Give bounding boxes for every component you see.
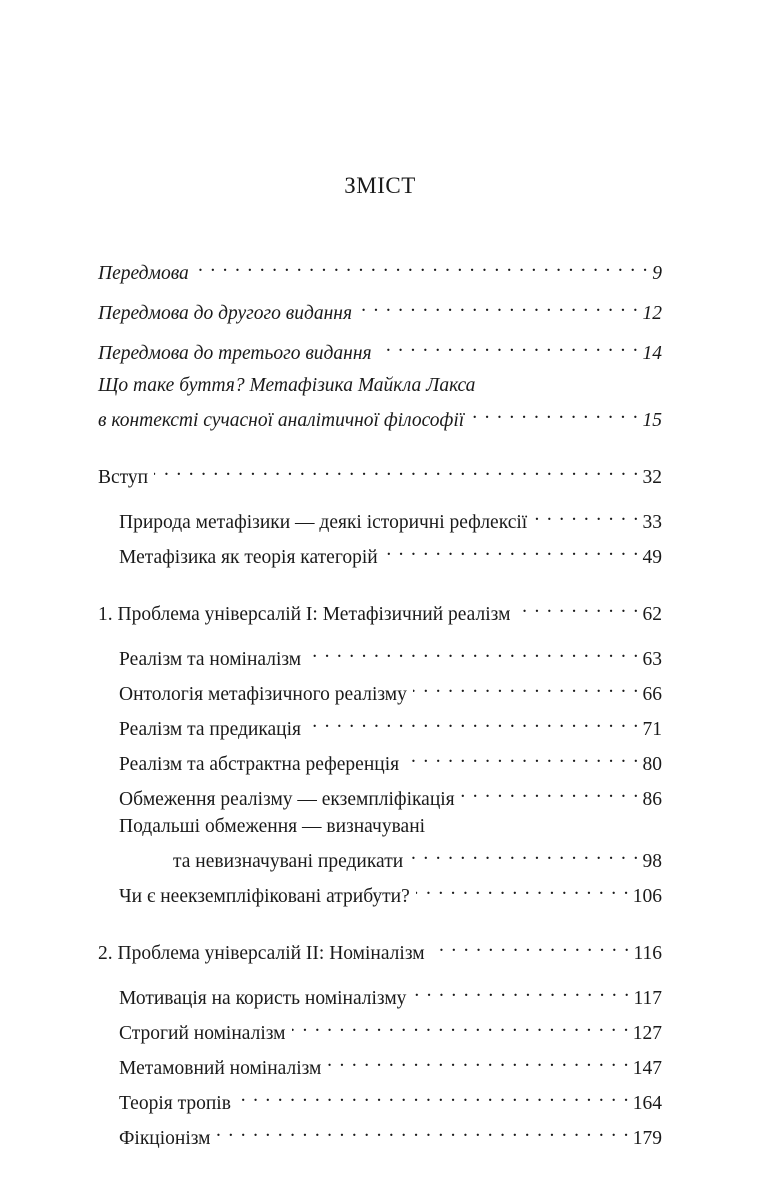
entry-page-number: 127	[632, 1023, 662, 1044]
entry-label: Реалізм та номіналізм	[119, 649, 302, 670]
entry-page-number: 15	[642, 410, 662, 431]
entry-label-line2: та невизначувані предикати	[173, 851, 404, 872]
toc-entry-preface-second-edition[interactable]	[98, 292, 662, 327]
dot-leader	[405, 743, 639, 770]
dot-leader	[384, 536, 640, 563]
entry-label: Метафізика як теорія категорій	[119, 547, 378, 568]
entry-label: Передмова до третього видання	[98, 343, 372, 364]
entry-label: Чи є неекземпліфіковані атрибути?	[119, 886, 410, 907]
entry-label: Метамовний номіналізм	[119, 1058, 322, 1079]
dot-leader	[409, 840, 639, 867]
toc-entry-preface-third-edition[interactable]	[98, 332, 662, 367]
toc-subentry[interactable]	[98, 875, 662, 910]
entry-label-line1: Що таке буття? Метафізика Майкла Лакса	[98, 375, 476, 396]
entry-page-number: 66	[642, 684, 662, 705]
section-gap	[98, 571, 662, 593]
entry-page-number: 49	[642, 547, 662, 568]
dot-leader	[413, 673, 640, 700]
entry-line2	[98, 840, 662, 875]
dot-leader	[307, 708, 640, 735]
section-gap	[98, 491, 662, 501]
page-title: ЗМІСТ	[344, 173, 416, 198]
entry-page-number: 63	[642, 649, 662, 670]
dot-leader	[412, 977, 630, 1004]
entry-label: Онтологія метафізичного реалізму	[119, 684, 407, 705]
dot-leader	[461, 778, 640, 805]
dot-leader	[292, 1012, 630, 1039]
entry-page-number: 12	[642, 303, 662, 324]
toc-subentry-multiline[interactable]	[98, 813, 662, 875]
entry-label: 2. Проблема універсалій II: Номіналізм	[98, 943, 425, 964]
section-gap	[98, 967, 662, 977]
entry-page-number: 62	[642, 604, 662, 625]
entry-page-number: 106	[632, 886, 662, 907]
section-gap	[98, 910, 662, 932]
dot-leader	[327, 1047, 629, 1074]
entry-label: Передмова до другого видання	[98, 303, 353, 324]
section-gap	[98, 628, 662, 638]
entry-label: Фікціонізм	[119, 1128, 211, 1149]
entry-page-number: 9	[652, 263, 662, 284]
section-gap	[98, 434, 662, 456]
entry-label: Природа метафізики — деякі історичні рефлексії	[119, 512, 528, 533]
toc-entry-chapter-2[interactable]	[98, 932, 662, 967]
entry-label: Реалізм та предикація	[119, 719, 301, 740]
toc-entry-what-is-being[interactable]	[98, 372, 662, 434]
toc-subentry[interactable]	[98, 673, 662, 708]
dot-leader	[307, 638, 639, 665]
dot-leader	[431, 932, 631, 959]
entry-page-number: 117	[633, 988, 662, 1009]
toc-subentry[interactable]	[98, 1012, 662, 1047]
toc-subentry[interactable]	[98, 977, 662, 1012]
entry-label: Теорія тропів	[119, 1093, 231, 1114]
entry-page-number: 86	[642, 789, 662, 810]
entry-label: Реалізм та абстрактна референція	[119, 754, 400, 775]
entry-page-number: 14	[642, 343, 662, 364]
entry-label-line2: в контексті сучасної аналітичної філософії	[98, 410, 465, 431]
entry-page-number: 71	[642, 719, 662, 740]
entry-page-number: 33	[642, 512, 662, 533]
entry-label: Строгий номіналізм	[119, 1023, 286, 1044]
entry-page-number: 116	[633, 943, 662, 964]
dot-leader	[154, 456, 639, 483]
toc-subentry[interactable]	[98, 536, 662, 571]
toc-subentry[interactable]	[98, 743, 662, 778]
toc-entry-chapter-1[interactable]	[98, 593, 662, 628]
toc-subentry[interactable]	[98, 708, 662, 743]
dot-leader	[416, 875, 630, 902]
entry-label: Мотивація на користь номіналізму	[119, 988, 407, 1009]
dot-leader	[237, 1082, 630, 1109]
dot-leader	[470, 399, 639, 426]
entry-label: Вступ	[98, 467, 149, 488]
toc-subentry[interactable]	[98, 778, 662, 813]
entry-label: Обмеження реалізму — екземпліфікація	[119, 789, 455, 810]
dot-leader	[195, 252, 649, 279]
toc-subentry[interactable]	[98, 1117, 662, 1152]
entry-label: Передмова	[98, 263, 189, 284]
entry-page-number: 179	[632, 1128, 662, 1149]
dot-leader	[516, 593, 639, 620]
toc-subentry[interactable]	[98, 638, 662, 673]
entry-page-number: 80	[642, 754, 662, 775]
toc-subentry[interactable]	[98, 1047, 662, 1082]
entry-line2	[98, 399, 662, 434]
dot-leader	[533, 501, 639, 528]
entry-page-number: 32	[642, 467, 662, 488]
toc-entry-intro[interactable]	[98, 456, 662, 491]
toc-entry-preface[interactable]	[98, 252, 662, 287]
entry-label: 1. Проблема універсалій I: Метафізичний реалізм	[98, 604, 511, 625]
dot-leader	[358, 292, 639, 319]
entry-page-number: 98	[642, 851, 662, 872]
entry-page-number: 164	[632, 1093, 662, 1114]
entry-page-number: 147	[632, 1058, 662, 1079]
dot-leader	[378, 332, 640, 359]
entry-label-line1: Подальші обмеження — визначувані	[119, 816, 426, 837]
toc-subentry[interactable]	[98, 501, 662, 536]
table-of-contents	[98, 252, 662, 1152]
dot-leader	[217, 1117, 630, 1144]
toc-subentry[interactable]	[98, 1082, 662, 1117]
